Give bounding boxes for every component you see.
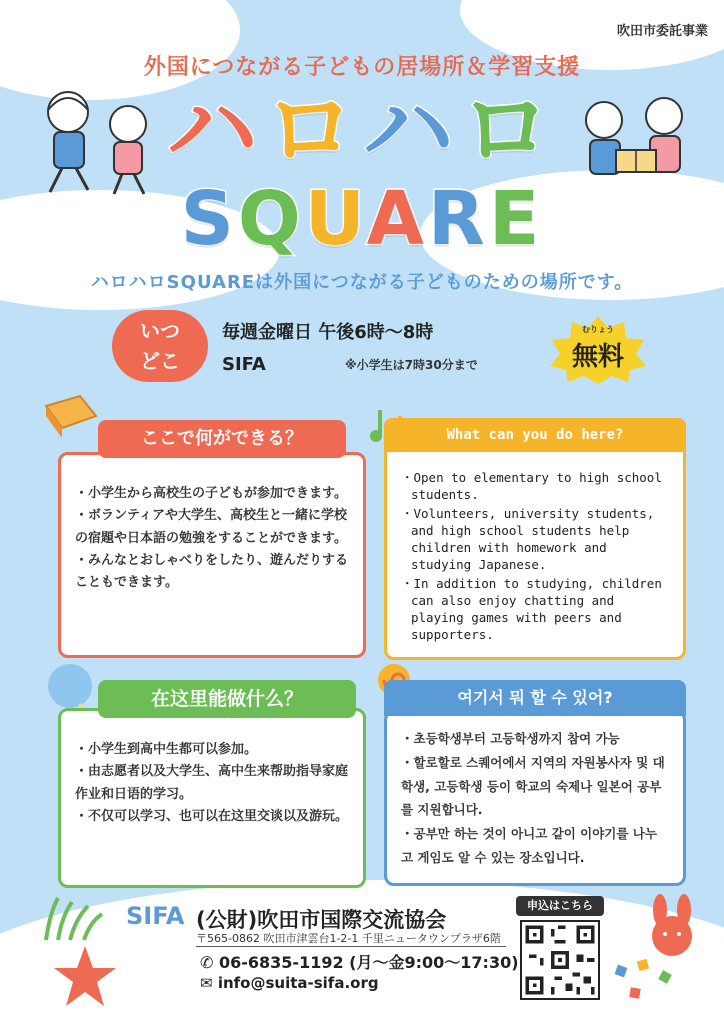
- when-where-badge: [112, 310, 208, 382]
- mail-icon: ✉: [200, 974, 213, 992]
- title-char: ロ: [460, 76, 559, 183]
- free-ruby: むりょう: [582, 325, 614, 334]
- starfish-icon: [52, 944, 118, 1010]
- title-line-2: [0, 176, 724, 262]
- free-badge: [548, 314, 648, 384]
- phone-icon: ✆: [200, 953, 214, 972]
- title-char: A: [366, 176, 428, 262]
- english-panel-title: What can you do here?: [384, 418, 686, 452]
- title-char: ハ: [362, 76, 461, 183]
- sponsor-label: 吹田市委託事業: [616, 24, 708, 39]
- grass-icon: [40, 892, 110, 942]
- korean-info-panel: [384, 710, 686, 886]
- badge-where: どこ: [140, 349, 180, 373]
- korean-panel-title: 여기서 뭐 할 수 있어?: [384, 680, 686, 716]
- organization-address: 〒565-0862 吹田市津雲台1-2-1 千里ニュータウンプラザ6階: [196, 932, 501, 945]
- list-item: ・小学生到高中生都可以参加。: [75, 742, 258, 757]
- email-line: [200, 974, 379, 992]
- qr-code[interactable]: [520, 920, 600, 1000]
- footer-divider: [196, 946, 506, 947]
- schedule-text: 毎週金曜日 午後6時～8時: [222, 322, 434, 343]
- badge-when: いつ: [140, 319, 180, 343]
- rabbit-icon: [640, 892, 706, 956]
- japanese-panel-title: ここで何ができる？: [98, 420, 346, 458]
- title-char: R: [427, 176, 489, 262]
- title-char: ハ: [165, 76, 264, 183]
- email-address[interactable]: info@suita-sifa.org: [217, 974, 379, 992]
- title-char: ロ: [263, 76, 362, 183]
- schedule-note: ※小学生は7時30分まで: [345, 358, 478, 372]
- intro-text: ハロハロSQUAREは外国につながる子どものための場所です。: [90, 272, 634, 293]
- list-item: ・Volunteers, university students, and high school students help children with homework and studying Japanese.: [401, 506, 655, 572]
- organization-name: (公財)吹田市国際交流協会: [196, 908, 447, 932]
- sifa-logo: SIFA: [126, 902, 185, 930]
- title-char: Q: [237, 176, 305, 262]
- list-item: ・小学生から高校生の子どもが参加できます。: [75, 486, 347, 501]
- apply-label: 申込はこちら: [516, 896, 604, 916]
- list-item: ・할로할로 스퀘어에서 지역의 자원봉사자 및 대학생, 고등학생 등이 학교의 숙제나 일본어 공부를 지원합니다.: [401, 754, 665, 818]
- main-title: [0, 76, 724, 262]
- list-item: ・ボランティアや大学生、高校生と一緒に学校の宿題や日本語の勉強をすることができます。: [75, 508, 347, 546]
- book-icon: [40, 394, 100, 444]
- chinese-panel-title: 在这里能做什么？: [98, 680, 356, 718]
- place-text: SIFA: [222, 354, 266, 375]
- list-item: ・Open to elementary to high school students.: [401, 470, 662, 502]
- japanese-info-panel: [58, 452, 366, 658]
- list-item: ・みんなとおしゃべりをしたり、遊んだりすることもできます。: [75, 553, 349, 591]
- list-item: ・초등학생부터 고등학생까지 참여 가능: [401, 731, 620, 746]
- list-item: ・공부만 하는 것이 아니고 같이 이야기를 나누고 게임도 알 수 있는 장소입니다.: [401, 826, 657, 865]
- title-char: U: [304, 176, 367, 262]
- english-info-panel: [384, 444, 686, 660]
- confetti-decoration: [612, 958, 682, 1008]
- title-char: E: [488, 176, 544, 262]
- title-line-1: [0, 76, 724, 183]
- phone-number[interactable]: 06-6835-1192 (月～金9:00～17:30): [218, 953, 519, 972]
- title-char: S: [180, 176, 238, 262]
- list-item: ・In addition to studying, children can also enjoy chatting and playing games with peers and supporters.: [401, 576, 662, 642]
- free-label: 無料: [571, 342, 624, 372]
- list-item: ・不仅可以学习、也可以在这里交谈以及游玩。: [75, 809, 349, 825]
- phone-line: [200, 950, 519, 973]
- list-item: ・由志愿者以及大学生、高中生来帮助指导家庭作业和日语的学习。: [75, 764, 349, 802]
- tagline: 外国につながる子どもの居場所＆学習支援: [143, 55, 581, 80]
- chinese-info-panel: [58, 708, 366, 888]
